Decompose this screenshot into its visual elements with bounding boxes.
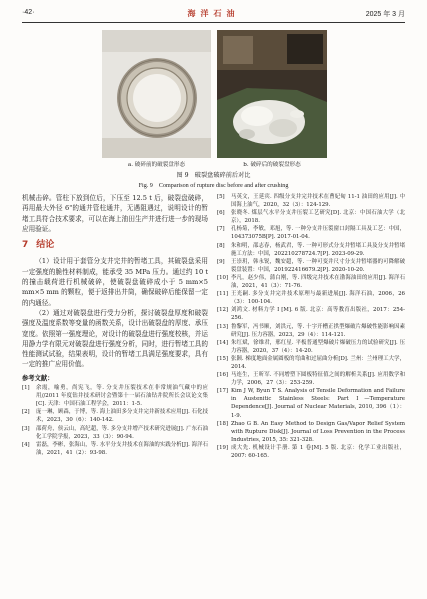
reference-text: 朱和明，邵志春，杨武君，等. 一种可形式分支井暂堵工具及分支井暂堵施工方法：中国，202210278724.7[P]. 2023-09-29.	[231, 242, 405, 257]
reference-number: [8]	[217, 242, 225, 249]
reference-text: 成大先. 机械设计手册. 第 1 卷[M]. 5 版. 北京：化学工业出版社，2007: 60-165.	[231, 444, 405, 459]
reference-number: [19]	[217, 444, 229, 451]
references-list-left	[22, 384, 208, 457]
reference-text: 张晓冬. 煤层气水平分支井压裂工艺研究[D]. 北京：中国石油大学（北京），2018.	[231, 210, 405, 225]
page-number: ·42·	[22, 9, 35, 16]
header-rule	[22, 22, 405, 23]
journal-title: 海洋石油	[187, 8, 240, 18]
reference-text: 李凡，赵少伟，蒲白刚，等. 四级完井技术在渤海油田的应用[J]. 海洋石油，2021，41（3）：71-76.	[231, 274, 405, 290]
rupture-disc-after-photo	[217, 30, 327, 158]
reference-number: [18]	[217, 420, 229, 427]
reference-text: 鲁黎军，冯书顺，刘洪元，等. 十字开槽正拱型爆破片爆破性能影响因素研究[J]. 压力容器，2023，29（4）：114-121.	[231, 323, 405, 338]
reference-item	[217, 323, 405, 339]
reference-item	[22, 408, 208, 424]
reference-item	[217, 242, 405, 258]
conclusion-paragraph-1: （1）设计用于套管分支井完井的暂堵工具，其破裂盘采用一定强度的脆性材料制成，能承受 35 MPa 压力。通过约 10 t 的撞击载荷进行机械破碎，使破裂盘破碎成小于 5 mm×5 mm×5 mm 的颗粒，便于返排出井筒，确保破碎后能保留一定的内通径。	[22, 257, 208, 307]
reference-item	[217, 306, 405, 322]
references-list-right	[217, 193, 405, 460]
reference-number: [16]	[217, 372, 229, 379]
reference-text: 马英文，王延宾. 四级分支井完井技术在曹妃甸 11-1 油田的应用[J]. 中国海上油气，2020，32（3）：124-129.	[231, 194, 405, 209]
reference-item	[22, 425, 208, 441]
reference-text: Zhao G B. An Easy Method to Design Gas/Vapor Relief System with Rupture Disk[J]. Journal of Loss Prevention in the Process Industries, 2015, 35: 321-328.	[231, 420, 405, 443]
reference-item	[22, 384, 208, 408]
reference-text: 马连生，王昕军. 不同增塑下圆板特征值之间的解析关系[J]. 应用数学和力学，2006，27（3）：253-259.	[231, 372, 405, 387]
reference-number: [11]	[217, 291, 229, 298]
reference-item	[217, 225, 405, 241]
reference-text: 张颢. 梯度地面金属圆板的弯曲和过屈曲分析[D]. 兰州：兰州理工大学，2014.	[231, 355, 405, 370]
reference-item	[217, 420, 405, 444]
reference-item	[217, 444, 405, 460]
reference-text: 孔杨菊，李敏，邓旭，等. 一种分支井压裂窗口封隔工具及工艺：中国，104373075B[P]. 2017-01-04.	[231, 226, 405, 241]
rupture-disc-before-photo	[102, 30, 211, 158]
reference-number: [1]	[22, 385, 30, 392]
figure-caption-cn: 图 9 破裂盘破碎前后对比	[176, 172, 251, 179]
reference-text: 刘鸿文. 材料力学 I [M]. 6 版. 北京：高等教育出版社，2017：254-256.	[231, 307, 405, 322]
reference-number: [10]	[217, 274, 229, 281]
reference-text: 王崇玥，韩永锐，魏安超，等. 一种可变井尺寸分支井暂堵器的可降解破裂盘装置：中国，201922416679.2[P]. 2020-10-20.	[231, 258, 405, 273]
body-paragraph: 机械击碎。管柱下放到位后，下压至 12.5 t 后，破裂盘破碎，再用最大外径 6"的通井管柱通井，无遇阻遇过，说明设计的暂堵工具符合技术要求，可以在海上油田生产井进行进一步的现场应用验证。	[22, 194, 208, 233]
reference-number: [14]	[217, 339, 229, 346]
reference-number: [3]	[22, 425, 30, 432]
reference-item	[217, 193, 405, 209]
reference-number: [5]	[217, 194, 225, 200]
reference-item	[217, 274, 405, 290]
left-column	[22, 193, 208, 457]
figure-subcaption-a: a. 破碎前的破裂盘形态	[127, 162, 186, 168]
reference-text: 朱红斌，徐维君，邢红星. 平板普通型爆破片爆破压力的试验研究[J]. 压力容器，2020，37（4）：14-20.	[231, 339, 405, 354]
reference-text: 邵荷舟，侯云山，高纪超，等. 多分支井增产技术研究进展[J]. 广东石油化工学院学报，2023，33（3）：90-94.	[36, 425, 208, 440]
reference-number: [9]	[217, 258, 225, 265]
section-number: 7	[22, 240, 29, 251]
running-header	[22, 8, 405, 22]
figure-caption-en: Fig. 9 Comparison of rupture disc before and after crushing	[138, 183, 289, 189]
reference-number: [17]	[217, 388, 229, 395]
reference-item	[217, 339, 405, 355]
reference-number: [7]	[217, 226, 225, 233]
reference-text: 王光嗣. 多分支井完井技术原理与最新进展[J]. 海洋石油，2006，26（3）：100-104.	[231, 291, 405, 306]
reference-item	[217, 209, 405, 225]
reference-number: [15]	[217, 355, 229, 362]
references-heading: 参考文献：	[22, 374, 54, 382]
reference-item	[217, 355, 405, 371]
reference-item	[217, 258, 405, 274]
figure-subcaption-b: b. 破碎后的破裂盘形态	[243, 162, 301, 168]
reference-number: [6]	[217, 210, 225, 217]
reference-text: 庞一琳，顾森，于博，等. 海上油田多分支井完井新技术应用[J]. 石化技术，2023，30（6）：140-142.	[36, 409, 208, 424]
reference-text: Kim J W, Byun T S. Analysis of Tensile Deformation and Failure in Austenitic Stainless Steels: Part Ⅰ—Temperature Dependence[J]. Journal of Nuclear Materials, 2010, 396（1）：1-9.	[231, 388, 405, 419]
reference-item	[217, 387, 405, 419]
right-column	[217, 193, 405, 460]
reference-number: [2]	[22, 409, 30, 416]
reference-number: [12]	[217, 307, 229, 314]
reference-text: 雷磊，李彬，张海山，等. 水平分支井技术在海油的实践分析[J]. 海洋石油，2021，41（2）：93-98.	[36, 441, 208, 456]
issue-date: 2025 年 3 月	[365, 11, 405, 18]
reference-text: 余霞，喻勇，尚宪飞，等. 分支井压裂技术在非常规油气藏中的应用//2011 年度钻井技术研讨会暨第十一届石油钻井院所长会议论文集[C]. 天津：中国石油工程学会，2011：1-5.	[36, 385, 208, 408]
reference-item	[22, 441, 208, 457]
reference-number: [13]	[217, 323, 229, 330]
section-title: 结论	[36, 240, 55, 251]
conclusion-paragraph-2: （2）通过对破裂盘进行受力分析，探讨破裂盘厚度和破裂强度及温度系数等变量的函数关系，设计出破裂盘的厚度、承压宽度。依照第一强度理论，对设计的破裂盘进行强度校核，并运用静力学有限元对破裂盘进行强度分析，同时，进行暂堵工具的性能测试试验，结果表明，设计的暂堵工具满足强度要求，具有一定的推广应用价值。	[22, 308, 208, 369]
reference-item	[217, 290, 405, 306]
reference-number: [4]	[22, 441, 30, 448]
reference-item	[217, 371, 405, 387]
section-heading	[22, 240, 208, 250]
